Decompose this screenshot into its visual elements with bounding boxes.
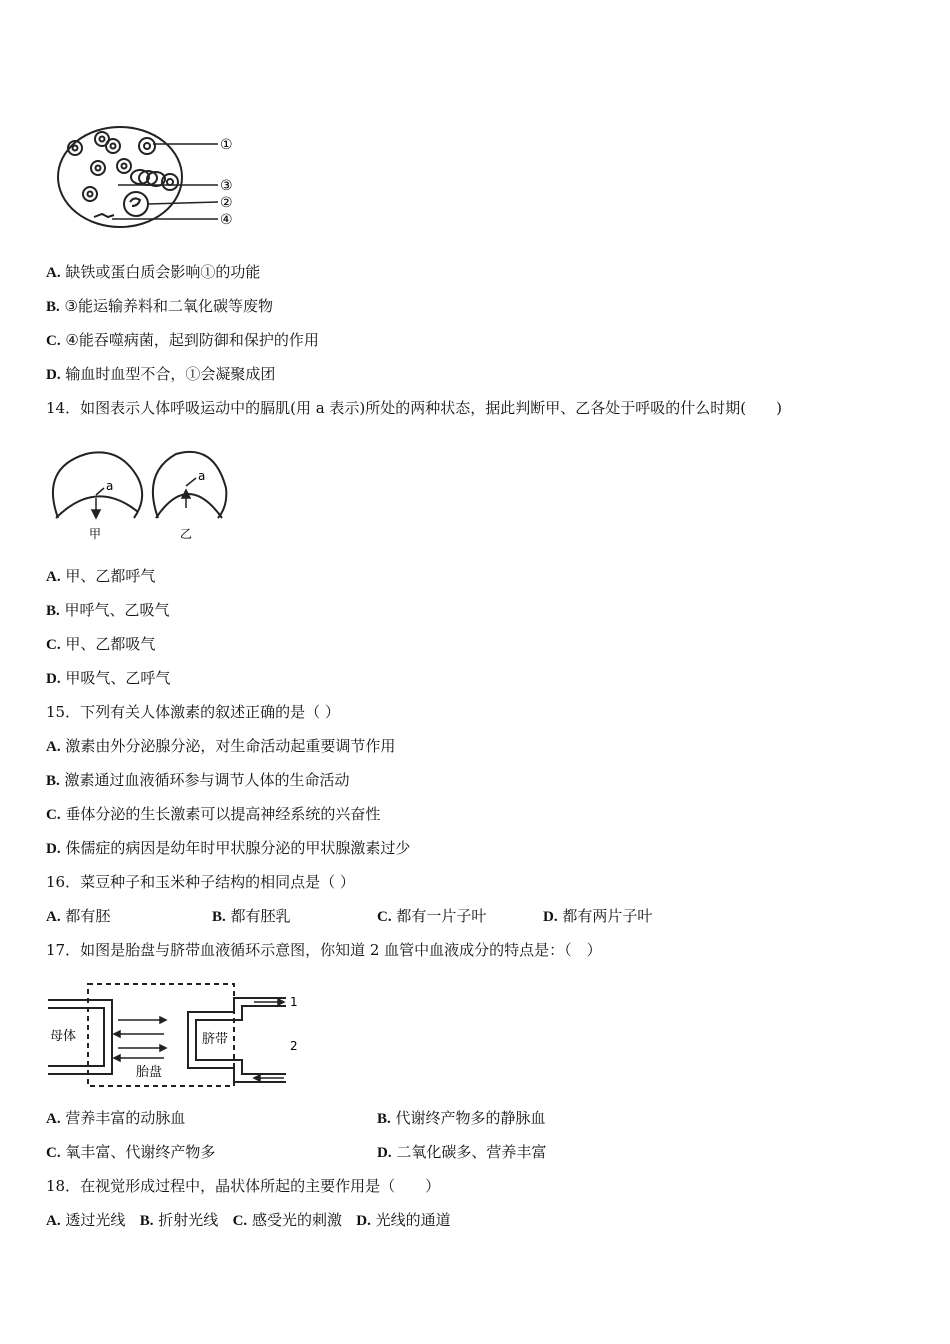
label-2: ② [220,195,233,211]
label-a-jia: a [106,479,114,493]
q18-stem: 18．在视觉形成过程中，晶状体所起的主要作用是（ ） [46,1177,441,1195]
q18-option-d: D. 光线的通道 [356,1211,451,1229]
q17-option-d: D. 二氧化碳多、营养丰富 [377,1143,547,1161]
q15-option-b: B. 激素通过血液循环参与调节人体的生命活动 [46,771,350,789]
label-1: ① [220,137,233,153]
q16-option-c: C. 都有一片子叶 [377,907,487,925]
q15-option-c: C. 垂体分泌的生长激素可以提高神经系统的兴奋性 [46,805,381,823]
label-cord: 脐带 [202,1032,229,1047]
label-placenta: 胎盘 [136,1065,163,1080]
q16-option-a: A. 都有胚 [46,907,111,925]
q13-option-b: B. ③能运输养料和二氧化碳等废物 [46,297,273,315]
q16-stem: 16．菜豆种子和玉米种子结构的相同点是（ ） [46,873,355,891]
q18-option-c: C. 感受光的刺激 [232,1211,342,1229]
blood-smear-figure [50,124,250,234]
q13-option-d: D. 输血时血型不合，①会凝聚成团 [46,365,276,383]
q14-stem: 14．如图表示人体呼吸运动中的膈肌(用 a 表示)所处的两种状态，据此判断甲、乙各处于呼吸的什么时期( ) [46,399,782,417]
q16-option-d: D. 都有两片子叶 [543,907,653,925]
label-4: ④ [220,212,233,228]
q14-option-c: C. 甲、乙都吸气 [46,635,156,653]
q16-option-b: B. 都有胚乳 [212,907,291,925]
caption-jia: 甲 [89,527,102,540]
q14-option-b: B. 甲呼气、乙吸气 [46,601,170,619]
label-vessel-1: 1 [290,995,298,1009]
label-mother: 母体 [50,1029,77,1044]
q18-option-b: B. 折射光线 [139,1211,219,1229]
q17-option-b: B. 代谢终产物多的静脉血 [377,1109,546,1127]
q17-stem: 17．如图是胎盘与脐带血液循环示意图，你知道 2 血管中血液成分的特点是：（ ） [46,941,602,959]
q13-option-a: A. 缺铁或蛋白质会影响①的功能 [46,263,261,281]
q18-option-a: A. 透过光线 [46,1211,126,1229]
q13-option-c: C. ④能吞噬病菌，起到防御和保护的作用 [46,331,319,349]
q15-option-d: D. 侏儒症的病因是幼年时甲状腺分泌的甲状腺激素过少 [46,839,411,857]
caption-yi: 乙 [180,527,193,540]
label-a-yi: a [198,469,206,483]
diaphragm-figure [46,448,236,540]
q18-options [46,1210,451,1231]
q17-option-c: C. 氧丰富、代谢终产物多 [46,1143,216,1161]
q17-option-a: A. 营养丰富的动脉血 [46,1109,186,1127]
q15-stem: 15．下列有关人体激素的叙述正确的是（ ） [46,703,340,721]
q14-option-d: D. 甲吸气、乙呼气 [46,669,171,687]
label-3: ③ [220,178,233,194]
label-vessel-2: 2 [290,1039,298,1053]
q15-option-a: A. 激素由外分泌腺分泌，对生命活动起重要调节作用 [46,737,396,755]
placenta-figure [44,980,304,1090]
q14-option-a: A. 甲、乙都呼气 [46,567,156,585]
